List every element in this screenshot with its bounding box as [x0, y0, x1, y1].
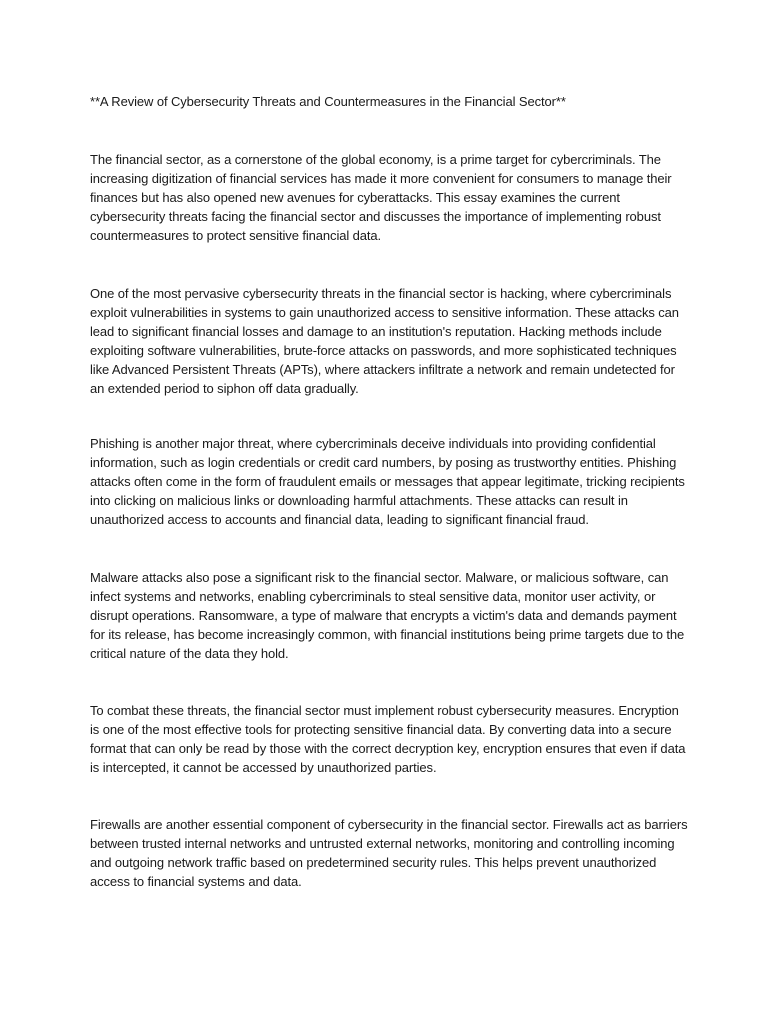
paragraph-phishing: Phishing is another major threat, where cybercriminals deceive individuals into providing confidential information, such as login credentials or credit card numbers, by posing as trustworthy entities. Phishing attacks often come in the form of fraudulent emails or messages that appear legitimate, tricking recipients into clicking on malicious links or downloading harmful attachments. These attacks can result in unauthorized access to accounts and financial data, leading to significant financial fraud. [90, 436, 685, 527]
paragraph-introduction: The financial sector, as a cornerstone of the global economy, is a prime target for cybercriminals. The increasing digitization of financial services has made it more convenient for consumers to manage their finances but has also opened new avenues for cyberattacks. This essay examines the current cybersecurity threats facing the financial sector and discusses the importance of implementing robust countermeasures to protect sensitive financial data. [90, 152, 672, 243]
paragraph-hacking: One of the most pervasive cybersecurity threats in the financial sector is hacking, where cybercriminals exploit vulnerabilities in systems to gain unauthorized access to sensitive information. These attacks can lead to significant financial losses and damage to an institution's reputation. Hacking methods include exploiting software vulnerabilities, brute-force attacks on passwords, and more sophisticated techniques like Advanced Persistent Threats (APTs), where attackers infiltrate a network and remain undetected for an extended period to siphon off data gradually. [90, 286, 679, 396]
paragraph-firewalls: Firewalls are another essential component of cybersecurity in the financial sector. Firewalls act as barriers between trusted internal networks and untrusted external networks, monitoring and controlling incoming and outgoing network traffic based on predetermined security rules. This helps prevent unauthorized access to financial systems and data. [90, 817, 688, 889]
document-title: **A Review of Cybersecurity Threats and Countermeasures in the Financial Sector** [90, 94, 566, 109]
paragraph-malware: Malware attacks also pose a significant risk to the financial sector. Malware, or malicious software, can infect systems and networks, enabling cybercriminals to steal sensitive data, monitor user activity, or disrupt operations. Ransomware, a type of malware that encrypts a victim's data and demands payment for its release, has become increasingly common, with financial institutions being prime targets due to the critical nature of the data they hold. [90, 570, 685, 661]
paragraph-encryption: To combat these threats, the financial sector must implement robust cybersecurity measures. Encryption is one of the most effective tools for protecting sensitive financial data. By converting data into a secure format that can only be read by those with the correct decryption key, encryption ensures that even if data is intercepted, it cannot be accessed by unauthorized parties. [90, 703, 686, 775]
